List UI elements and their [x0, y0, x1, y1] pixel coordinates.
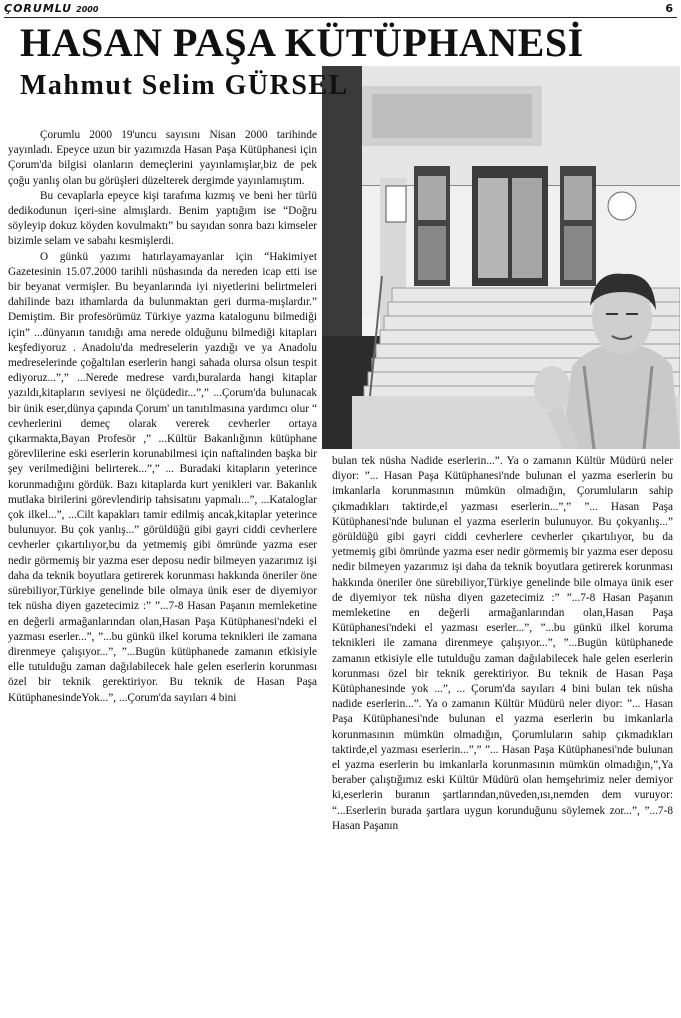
paragraph: bulan tek nüsha Nadide eserlerin...”. Ya o zamanın Kültür Müdürü neler diyor: ”... Hasan Paşa Kütüphanesi'nde bulunan el yazma eserlerin bu imkanlarla korunmasının mümkün olmadığın, Çorumluların sahip çıkmadıkları taktirde,el yazması eserlerin...”,” ”... Hasan Paşa Kütüphanesi'nde bulunan el yazma eserlerin bulunuyor. Bu çokyanlış...” görüldüğü gibi gayri ciddi cevherlere cevherler çıkartılıyor, bu da yetmemiş gibi ömründe yazma eser nedir görmemiş bir yazma eser deposu nedir bilmeyen yazarımız işi daha da teknik boyutlara getirerek korunması hakkında öneriler öne sürebiliyor,Türkiye genelinde bile olmaya ünik eser de diyemiyor tek nüsha diyen gazetecimiz :” ”...7-8 Hasan Paşanın memleketine en değerli armağanlarından olan,Hasan Paşa Kütüphanesi'ndeki el yazması eserler...”, ”...bu günkü ilkel koruma teknikleri ile zamana direnmeye çalışıyor...”, ”...Bugün kütüphanede zamanın etkisiyle elle tutulduğu zaman dağılabilecek hale gelen eserlerin korunması özel bir teknik gerektiriyor. Bu teknik de Hasan Paşa Kütüphanesinde yok ...”, ... Çorum'da sayıları 4 bini bulan tek nüsha nadide eserlerin...”. Ya o zamanın Kültür Müdürü neler diyor: ”... Hasan Paşa Kütüphanesi'nde bulunan el yazma eserlerin bu imkanlarla korunmasının mümkün olmadığın, Çorumluların sahip çıkmadıkları taktirde,el yazması eserlerin...”,” ”... Hasan Paşa Kütüphanesi'nde bulunan el yazma eserlerin bu imkanlarla korunmasının mümkün olmadığın,”,Ya beraber çalıştığımız eski Kültür Müdürü olan hemşehrimiz neler demiyor ki,eserlerin buranın şartlarından,nüveden,ısı,nemden dem vuruyor: “...Eserlerin burada şartlara uygun korunduğunu söylemek zor...”, ”...7-8 Hasan Paşanın: [332, 455, 673, 832]
masthead-title: ÇORUMLU: [4, 2, 73, 15]
masthead-year: 2000: [76, 5, 99, 14]
page-number: 6: [665, 2, 673, 15]
article-column-left: [8, 128, 317, 1014]
article-title: HASAN PAŞA KÜTÜPHANESİ: [20, 20, 584, 65]
paragraph: Bu cevaplarla epeyce kişi tarafıma kızmış ve beni her türlü dedikodunun içeri-sine almışlardı. Benim yaptığım ise “Doğru söyleyip dokuz köyden kovulmaktı” bu sayıdan sonra bazı kimseler bizimle selam ve sabahı kesmişlerdi.: [8, 189, 317, 248]
header-rule: [4, 17, 677, 18]
masthead: [4, 2, 98, 15]
paragraph: Çorumlu 2000 19'uncu sayısını Nisan 2000 tarihinde yayınladı. Epeyce uzun bir yazımızda Hasan Paşa Kütüphanesi için Çorum'da bilgisi olanların demeçlerini yayınlamışlar,biz de pek çoğu yanlış olan bu görüşleri düzelterek dergimde yayınlamıştım.: [8, 129, 317, 187]
article-column-right: [332, 454, 673, 1016]
paragraph: O günkü yazımı hatırlayamayanlar için “Hakimiyet Gazetesinin 15.07.2000 tarihli nüshasında da nereden icap etti ise bir beyanat vermişler. Bu beyanlarında iyi niyetlerini belirtmeleri dahilinde bazı ithamlarda da bulunmaktan geri durma-mışlardır.” Demiştim. Bir profesörümüz Türkiye yazma katalogunu bilmediği için” ...dünyanın tanıdığı ama nerede olduğunu bilmediği kitapları keşfediyoruz . Anadolu'da medreselerin yazdığı ve ya Anadolu medreselerinde çoğaltılan eserlerin hangi sahada olursa olsun tespit ediyoruz...”,” ...Nerede medrese vardı,buralarda hangi kitaplar yazıldı,kitapların seviyesi ne ölçüdedir...”,” ...Çorum'da bulunacak bir ünik eser,dünya çapında Çorum' un tanıtılmasına yardımcı olur “ cevherlerini demeç olarak vererek cevherler ortaya çıkarmakta,Bayan Profesör ,” ...Kültür Bakanlığının kütüphane görevlilerine eski eserlerin korunabilmesi için naftalinden başka bir şey verilmediğini belirterek...”,” ... Buradaki kitapların yeterince korunmadığını gördük. Bazı kitaplarda kurt yenikleri var. Bakanlık mutlaka birilerini görevlendirip tahsisatını yapmalı...”, ...Kataloglar çok ilkel...”, ...Cilt kapakları tamir edilmiş ancak,kitaplar yeterince bulunuyor. Bu çok yanlış...” görüldüğü gibi gayri ciddi cevherlere cevherler çıkartılıyor,bu da yetmemiş gibi ömründe yazma eser nedir görmemiş bir yazma eser deposu nedir bilmeyen yazarımız işi daha da teknik boyutlara getirerek korunması hakkında öneriler öne sürebiliyor,Türkiye genelinde bile olmaya ünik eser de diyemiyor tek nüsha diyen gazetecimiz :” ”...7-8 Hasan Paşanın memleketine en değerli armağanlarından olan,Hasan Paşa Kütüphanesi'ndeki el yazması eserler...”, ”...bu günkü ilkel koruma teknikleri ile zamana direnmeye çalışıyor...”, ”...Bugün kütüphanede zamanın etkisiyle elle tutulduğu zaman dağılabilecek hale gelen eserlerin korunması özel bir teknik gerektiriyor. Bu teknik de Hasan Paşa KütüphanesindeYok...”, ...Çorum'da sayıları 4 bini: [8, 250, 317, 704]
library-entrance-photo: [322, 66, 680, 449]
article-author: Mahmut Selim GÜRSEL: [20, 70, 349, 101]
